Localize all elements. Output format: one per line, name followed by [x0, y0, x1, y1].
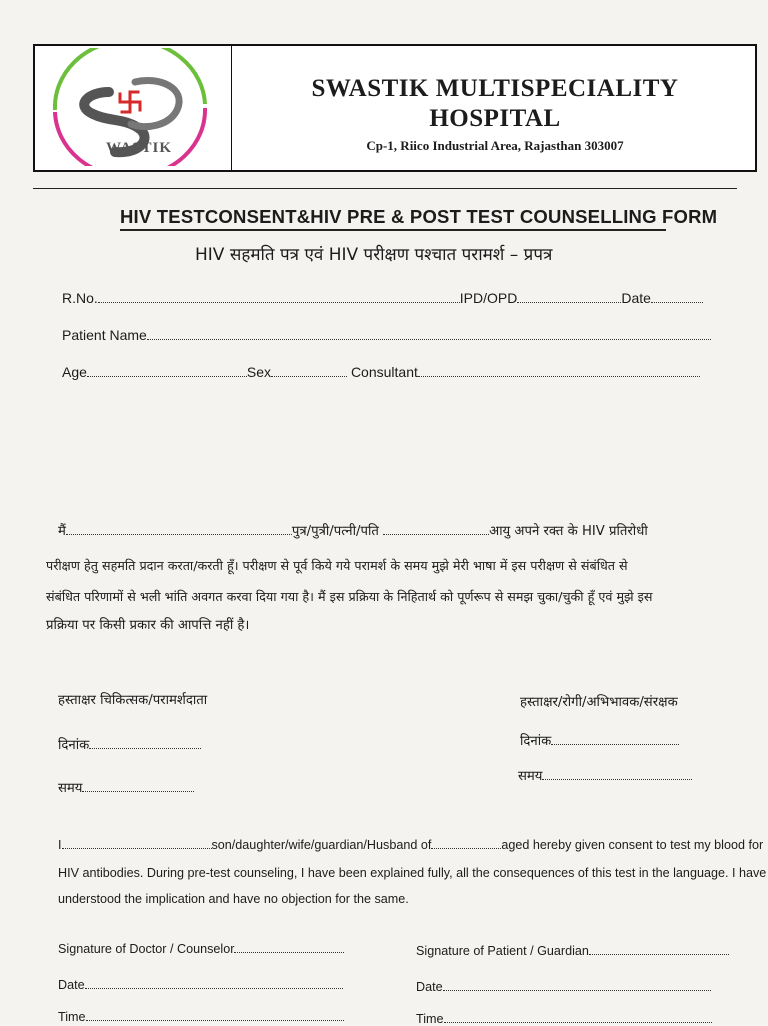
consultant-label: Consultant	[350, 364, 418, 380]
header-divider	[33, 188, 737, 189]
english-consent-text: aged hereby given consent to test my blood for	[501, 838, 764, 852]
doctor-date-field[interactable]	[85, 976, 343, 989]
hindi-doctor-signature-label: हस्ताक्षर चिकित्सक/परामर्शदाता	[58, 693, 208, 708]
hindi-patient-date-field[interactable]	[551, 732, 679, 745]
patient-signature-row	[416, 942, 729, 958]
patient-signature-label: Signature of Patient / Guardian	[416, 944, 589, 958]
patient-name-row	[62, 327, 711, 343]
ipd-opd-field[interactable]	[517, 290, 621, 303]
sex-field[interactable]	[271, 364, 347, 377]
hindi-patient-signature-label: हस्ताक्षर/रोगी/अभिभावक/संरक्षक	[520, 695, 678, 710]
english-consent-line1	[58, 836, 763, 852]
hindi-relation-field[interactable]	[383, 522, 489, 535]
hindi-consent-line4: प्रक्रिया पर किसी प्रकार की आपत्ति नहीं है।	[46, 618, 250, 633]
date-field[interactable]	[651, 290, 703, 303]
hospital-header	[33, 44, 757, 172]
doctor-time-field[interactable]	[86, 1008, 344, 1021]
hindi-patient-time-label: समय	[518, 769, 543, 784]
hindi-consent-line2: परीक्षण हेतु सहमति प्रदान करता/करती हूँ। परीक्षण से पूर्व किये गये परामर्श के समय मुझे मेरी भाषा में इस परीक्षण से संबंधित से	[46, 558, 628, 573]
hindi-doctor-time-field[interactable]	[82, 779, 194, 792]
rno-label: R.No.	[62, 290, 98, 306]
hindi-doctor-date-label: दिनांक	[58, 738, 90, 753]
patient-signature-field[interactable]	[589, 942, 729, 955]
hindi-name-field[interactable]	[66, 522, 292, 535]
patient-name-label: Patient Name	[62, 327, 147, 343]
swastik-icon	[120, 92, 140, 112]
hindi-patient-date-label: दिनांक	[520, 734, 552, 749]
english-consent-line3: understood the implication and have no objection for the same.	[58, 892, 409, 906]
hindi-age-text: आयु अपने रक्त के HIV प्रतिरोधी	[489, 524, 648, 539]
hindi-doctor-date-row	[58, 735, 201, 753]
hospital-name-line2: HOSPITAL	[429, 105, 561, 132]
hindi-consent-line1	[58, 521, 648, 539]
hindi-consent-line3: संबंधित परिणामों से भली भांति अवगत करवा दिया गया है। मैं इस प्रक्रिया के निहितार्थ को पूर्णरूप से समझ चुका/चुकी हूँ एवं मुझे इस	[46, 589, 653, 604]
doctor-signature-field[interactable]	[234, 940, 344, 953]
ipd-opd-label: IPD/OPD	[459, 290, 518, 306]
form-subtitle-hindi: HIV सहमति पत्र एवं HIV परीक्षण पश्चात परामर्श – प्रपत्र	[195, 245, 553, 265]
date-label: Date	[621, 290, 651, 306]
english-consent-line2: HIV antibodies. During pre-test counseling, I have been explained fully, all the consequences of this test in the language. I have	[58, 866, 767, 880]
english-i-label: I	[58, 838, 62, 852]
logo-text: WASTIK	[105, 140, 173, 156]
logo-cell	[35, 46, 232, 170]
hospital-name	[233, 74, 757, 134]
hindi-patient-time-row	[518, 766, 692, 784]
hospital-address: Cp-1, Riico Industrial Area, Rajasthan 303007	[366, 138, 624, 153]
hospital-name-line1: SWASTIK MULTISPECIALITY	[311, 75, 679, 102]
hindi-patient-time-field[interactable]	[542, 767, 692, 780]
hindi-doctor-time-row	[58, 778, 194, 796]
patient-time-field[interactable]	[444, 1010, 712, 1023]
age-label: Age	[62, 364, 87, 380]
age-field[interactable]	[87, 364, 247, 377]
hindi-doctor-time-label: समय	[58, 781, 83, 796]
hospital-logo	[47, 48, 213, 166]
doctor-time-row	[58, 1008, 344, 1024]
hindi-relation-label: पुत्र/पुत्री/पत्नी/पति	[291, 524, 379, 539]
form-title: HIV TESTCONSENT&HIV PRE & POST TEST COUNSELLING FORM	[120, 206, 666, 231]
english-relation-label: son/daughter/wife/guardian/Husband of	[211, 838, 432, 852]
patient-date-field[interactable]	[443, 978, 711, 991]
rno-row	[62, 290, 703, 306]
hindi-i-label: मैं	[58, 524, 66, 539]
patient-time-label: Time	[416, 1012, 444, 1026]
rno-field[interactable]	[98, 290, 460, 303]
hindi-patient-date-row	[520, 731, 679, 749]
patient-date-label: Date	[416, 980, 443, 994]
patient-name-field[interactable]	[147, 327, 711, 340]
doctor-time-label: Time	[58, 1010, 86, 1024]
doctor-date-row	[58, 976, 343, 992]
english-relation-field[interactable]	[431, 836, 501, 849]
english-name-field[interactable]	[62, 836, 212, 849]
patient-date-row	[416, 978, 711, 994]
doctor-signature-row	[58, 940, 344, 956]
hindi-doctor-date-field[interactable]	[89, 736, 201, 749]
age-row	[62, 364, 700, 380]
consultant-field[interactable]	[418, 364, 700, 377]
doctor-date-label: Date	[58, 978, 85, 992]
sex-label: Sex	[246, 364, 272, 380]
doctor-signature-label: Signature of Doctor / Counselor	[58, 942, 235, 956]
